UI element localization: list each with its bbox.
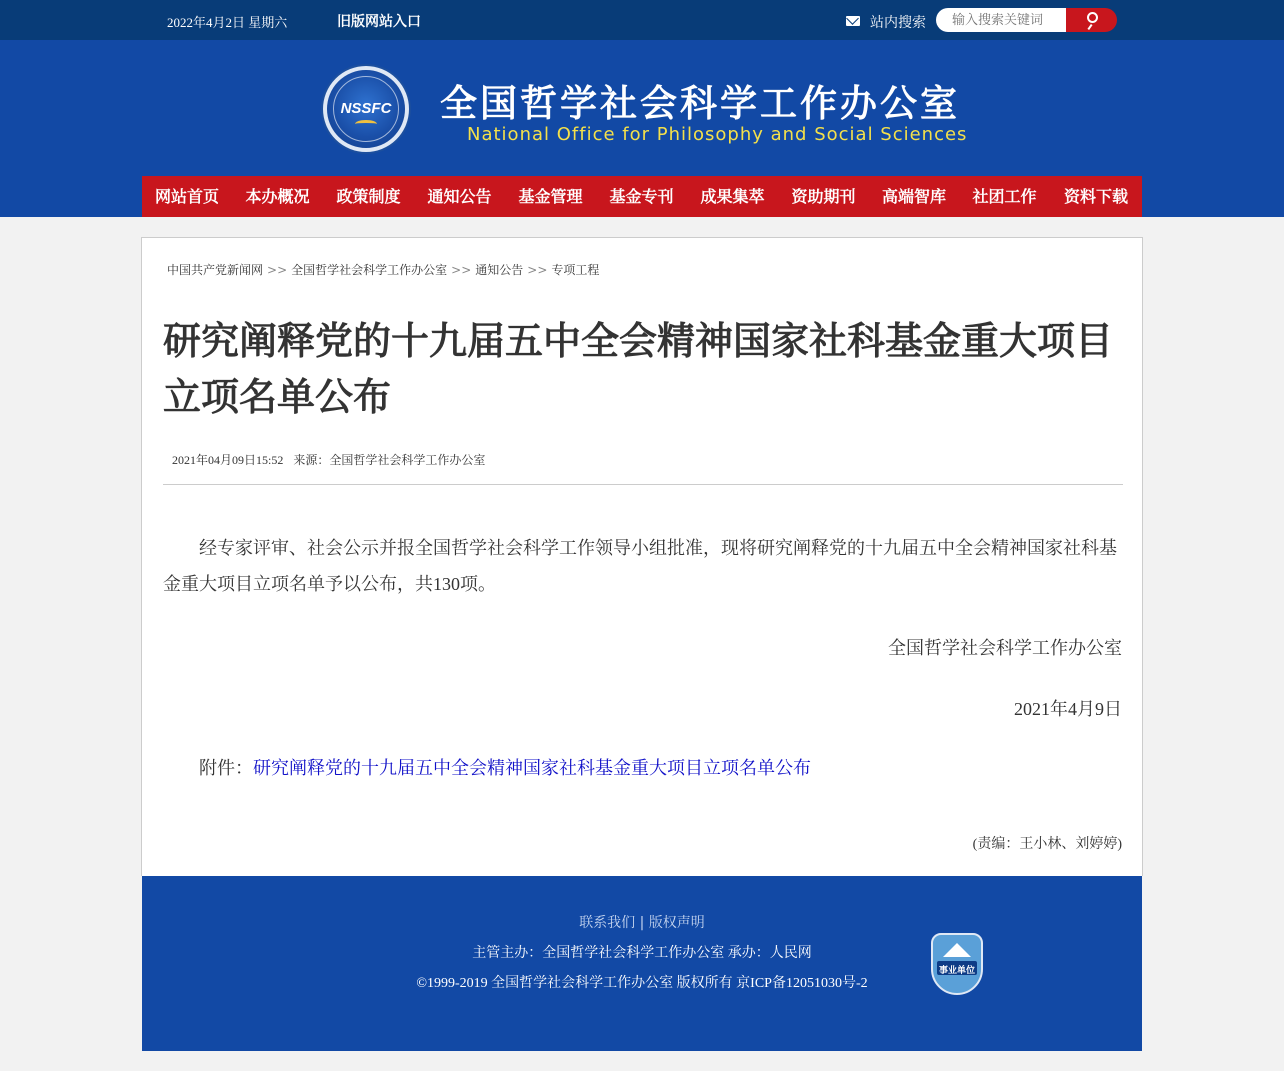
logo-text: NSSFC — [340, 100, 392, 117]
breadcrumb-separator: >> — [527, 263, 548, 277]
site-header — [0, 40, 1284, 217]
search-box — [936, 8, 1117, 32]
nav-item-societies[interactable]: 社团工作 — [972, 187, 1037, 206]
search-button[interactable] — [1066, 8, 1117, 32]
footer-copyright: ©1999-2019 全国哲学社会科学工作办公室 版权所有 京ICP备12051030号-2 — [416, 976, 868, 991]
footer-link-separator: | — [639, 915, 645, 931]
breadcrumb-item[interactable]: 通知公告 — [475, 263, 524, 277]
breadcrumb — [167, 261, 599, 278]
badge-text: 事业单位 — [938, 966, 975, 976]
contact-link[interactable]: 联系我们 — [579, 915, 636, 931]
site-title: 全国哲学社会科学工作办公室 — [440, 81, 960, 125]
footer-sponsor: 主管主办：全国哲学社会科学工作办公室 承办：人民网 — [472, 946, 812, 961]
search-label: 站内搜索 — [870, 15, 926, 31]
copyright-link[interactable]: 版权声明 — [648, 915, 705, 931]
nav-item-about[interactable]: 本办概况 — [245, 187, 310, 206]
nssfc-logo[interactable] — [323, 66, 409, 152]
article-meta — [172, 451, 485, 468]
article-body: 经专家评审、社会公示并报全国哲学社会科学工作领导小组批准，现将研究阐释党的十九届五中全会精神国家社科基金重大项目立项名单予以公布，共130项。 — [163, 538, 1117, 594]
attachment-link[interactable]: 研究阐释党的十九届五中全会精神国家社科基金重大项目立项名单公布 — [253, 758, 811, 778]
search-icon — [1087, 12, 1098, 23]
nav-item-downloads[interactable]: 资料下载 — [1063, 187, 1128, 206]
book-icon — [355, 120, 377, 128]
site-footer — [142, 876, 1142, 1051]
source-name: 全国哲学社会科学工作办公室 — [329, 453, 486, 467]
nav-item-policy[interactable]: 政策制度 — [336, 187, 401, 206]
breadcrumb-item[interactable]: 全国哲学社会科学工作办公室 — [291, 263, 448, 277]
top-bar — [0, 0, 1284, 40]
nav-item-fund-journal[interactable]: 基金专刊 — [609, 187, 674, 206]
publish-datetime: 2021年04月09日15:52 — [172, 453, 284, 467]
attachment-label: 附件： — [199, 758, 253, 778]
nav-item-think-tanks[interactable]: 高端智库 — [881, 187, 946, 206]
nav-item-home[interactable]: 网站首页 — [154, 187, 219, 206]
footer-links — [142, 912, 1142, 932]
mountain-icon — [943, 943, 971, 957]
divider — [163, 484, 1123, 485]
nav-item-notices[interactable]: 通知公告 — [427, 187, 492, 206]
editor-credit: (责编：王小林、刘婷婷) — [972, 837, 1122, 852]
public-institution-badge[interactable] — [931, 933, 983, 995]
breadcrumb-separator: >> — [267, 263, 288, 277]
nav-item-fund-management[interactable]: 基金管理 — [518, 187, 583, 206]
source-label: 来源： — [293, 453, 330, 467]
old-site-link[interactable]: 旧版网站入口 — [337, 14, 421, 30]
article-title: 研究阐释党的十九届五中全会精神国家社科基金重大项目立项名单公布 — [163, 319, 1114, 419]
search-input[interactable] — [936, 8, 1076, 32]
breadcrumb-separator: >> — [451, 263, 472, 277]
nav-item-achievements[interactable]: 成果集萃 — [700, 187, 765, 206]
article-container — [141, 237, 1143, 876]
signature: 全国哲学社会科学工作办公室 — [888, 638, 1122, 658]
mail-icon[interactable] — [846, 16, 860, 26]
breadcrumb-item[interactable]: 专项工程 — [551, 263, 600, 277]
sign-date: 2021年4月9日 — [1014, 699, 1122, 719]
site-subtitle: National Office for Philosophy and Social Sciences — [467, 124, 968, 145]
current-date: 2022年4月2日 星期六 — [167, 15, 288, 30]
attachment — [199, 754, 811, 780]
breadcrumb-item[interactable]: 中国共产党新闻网 — [167, 263, 264, 277]
nav-item-funded-journals[interactable]: 资助期刊 — [791, 187, 856, 206]
main-nav — [142, 176, 1142, 217]
